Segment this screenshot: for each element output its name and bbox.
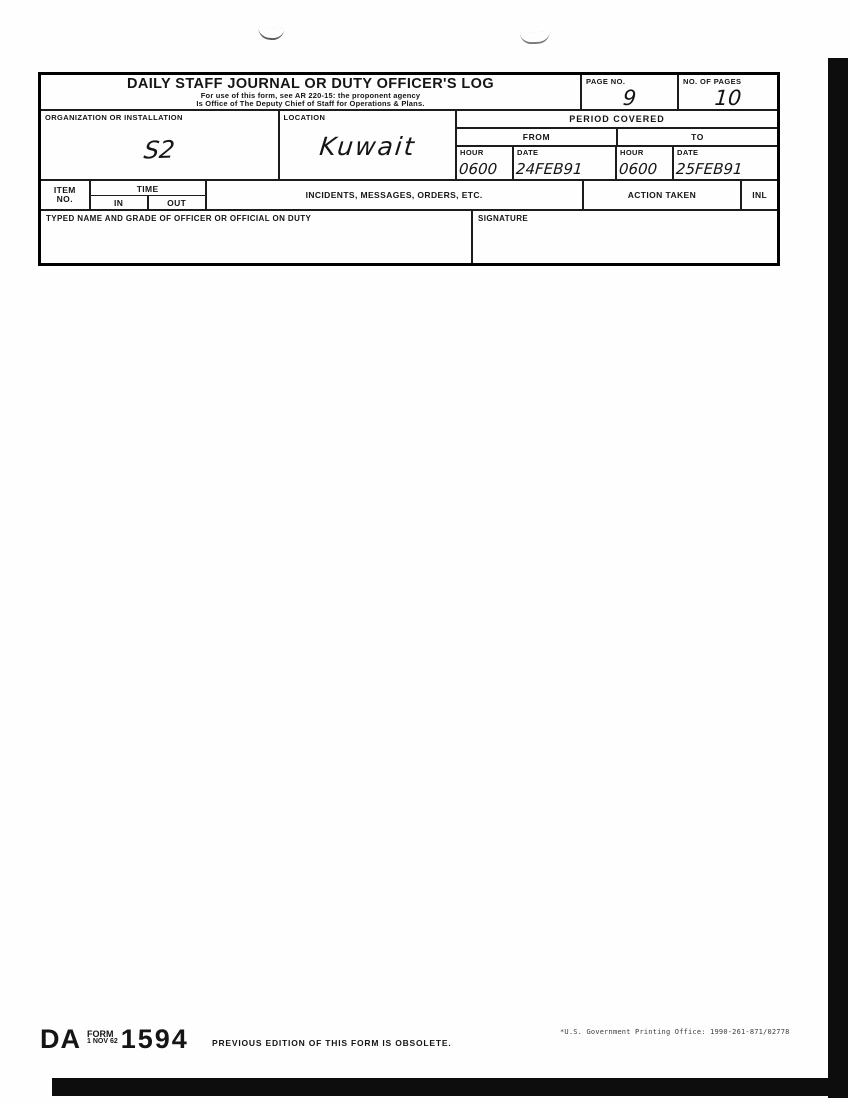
signature-band bbox=[41, 211, 777, 263]
from-hour-value: 0600 bbox=[458, 160, 498, 178]
page-no-label: PAGE NO. bbox=[586, 77, 626, 86]
organization-label: ORGANIZATION OR INSTALLATION bbox=[45, 113, 183, 122]
col-incidents: INCIDENTS, MESSAGES, ORDERS, ETC. bbox=[207, 181, 584, 209]
scan-edge-shadow bbox=[828, 58, 848, 1098]
table-column-headers bbox=[41, 181, 777, 211]
location-label: LOCATION bbox=[283, 113, 326, 122]
form-edition-date: 1 NOV 62 bbox=[87, 1038, 118, 1045]
location-value: Kuwait bbox=[317, 132, 417, 161]
no-of-pages-box bbox=[679, 75, 777, 109]
organization-value: S2 bbox=[142, 135, 177, 165]
form-number-block bbox=[40, 1026, 189, 1052]
form-number: 1594 bbox=[120, 1024, 189, 1054]
to-hour-box bbox=[617, 147, 674, 179]
period-covered-box bbox=[457, 111, 777, 179]
form-word: FORM bbox=[87, 1029, 114, 1039]
typed-name-box bbox=[41, 211, 473, 263]
hour-label: HOUR bbox=[460, 148, 484, 157]
col-out-label: OUT bbox=[167, 198, 187, 208]
typed-name-label: TYPED NAME AND GRADE OF OFFICER OR OFFICIAL ON DUTY bbox=[46, 214, 312, 223]
form-info-band bbox=[41, 111, 777, 181]
col-no-label: NO. bbox=[56, 194, 73, 204]
da-form-1594 bbox=[38, 72, 780, 266]
date-label: DATE bbox=[677, 148, 699, 157]
hour-label: HOUR bbox=[620, 148, 644, 157]
form-footer bbox=[40, 1026, 820, 1066]
location-box bbox=[280, 111, 457, 179]
form-title-block bbox=[41, 75, 582, 109]
scan-artifact-mark bbox=[258, 27, 285, 41]
form-header-band bbox=[41, 75, 777, 111]
scan-edge-shadow bbox=[52, 1078, 848, 1096]
organization-box bbox=[41, 111, 280, 179]
to-hour-value: 0600 bbox=[618, 160, 658, 178]
from-label: FROM bbox=[457, 129, 618, 145]
scan-artifact-mark bbox=[520, 31, 551, 45]
no-of-pages-value: 10 bbox=[713, 86, 743, 110]
form-subtitle-2: Is Office of The Deputy Chief of Staff for Operations & Plans. bbox=[196, 99, 425, 108]
to-date-box bbox=[674, 147, 777, 179]
page-no-box bbox=[582, 75, 679, 109]
col-time-label: TIME bbox=[91, 181, 205, 196]
col-time bbox=[91, 181, 207, 209]
signature-box bbox=[473, 211, 777, 263]
period-covered-label: PERIOD COVERED bbox=[457, 111, 777, 129]
from-date-value: 24FEB91 bbox=[515, 160, 584, 178]
from-date-box bbox=[514, 147, 617, 179]
to-date-value: 25FEB91 bbox=[675, 160, 744, 178]
page-no-value: 9 bbox=[621, 86, 638, 110]
obsolete-note: PREVIOUS EDITION OF THIS FORM IS OBSOLETE. bbox=[212, 1038, 452, 1048]
gpo-note: *U.S. Government Printing Office: 1990-261-871/02778 bbox=[560, 1028, 790, 1036]
from-hour-box bbox=[457, 147, 514, 179]
col-action-taken: ACTION TAKEN bbox=[584, 181, 743, 209]
col-item-label: ITEM bbox=[53, 185, 76, 195]
no-of-pages-label: NO. OF PAGES bbox=[683, 77, 742, 86]
col-in-label: IN bbox=[91, 196, 149, 209]
col-item-no bbox=[41, 181, 91, 209]
col-initials: INL bbox=[752, 190, 768, 200]
to-label: TO bbox=[691, 132, 704, 142]
date-label: DATE bbox=[517, 148, 539, 157]
signature-label: SIGNATURE bbox=[478, 214, 529, 223]
form-title: DAILY STAFF JOURNAL OR DUTY OFFICER'S LOG bbox=[126, 76, 495, 92]
da-prefix: DA bbox=[40, 1024, 81, 1054]
form-subtitle-1: For use of this form, see AR 220-15: the proponent agency bbox=[200, 91, 421, 100]
